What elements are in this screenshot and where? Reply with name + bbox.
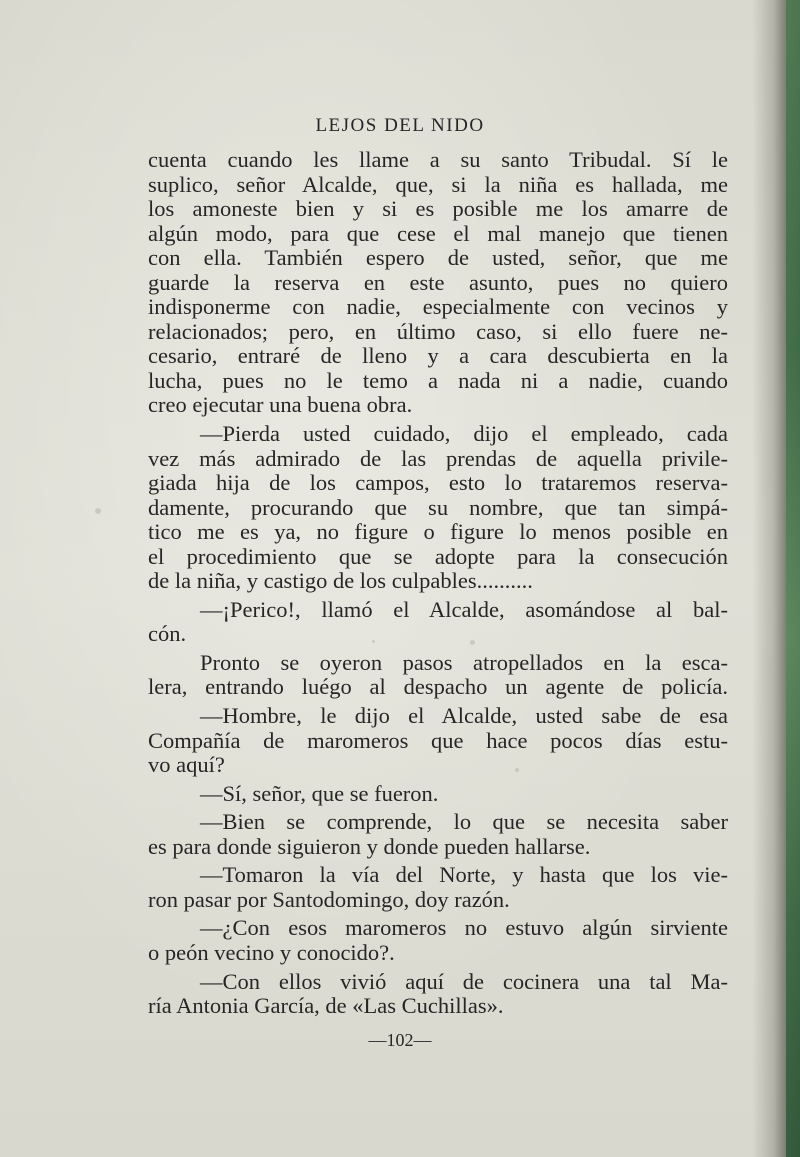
- text-line: guarde la reserva en este asunto, pues no quiero: [148, 269, 728, 295]
- text-line: tico me es ya, no figure o figure lo menos posible en: [148, 519, 728, 545]
- text-line: ría Antonia García, de «Las Cuchillas».: [148, 993, 504, 1019]
- text-line: —¿Con esos maromeros no estuvo algún sirviente: [200, 915, 728, 941]
- text-line: relacionados; pero, en último caso, si ello fuere ne-: [148, 318, 728, 344]
- text-line: —Hombre, le dijo el Alcalde, usted sabe de esa: [200, 703, 728, 729]
- text-line: creo ejecutar una buena obra.: [148, 392, 413, 418]
- body-text: [148, 148, 728, 1019]
- text-line: o peón vecino y conocido?.: [148, 939, 395, 965]
- text-line: lera, entrando luégo al despacho un agente de policía.: [148, 674, 728, 700]
- text-line: Pronto se oyeron pasos atropellados en la esca-: [200, 649, 728, 675]
- text-line: Compañía de maromeros que hace pocos días estu-: [148, 727, 728, 753]
- text-line: —Pierda usted cuidado, dijo el empleado, cada: [200, 421, 728, 447]
- text-line: cuenta cuando les llame a su santo Tribudal. Sí le: [148, 147, 728, 172]
- text-line: indisponerme con nadie, especialmente con vecinos y: [148, 294, 728, 320]
- text-line: con ella. También espero de usted, señor, que me: [148, 245, 728, 271]
- book-cover-edge: [786, 0, 800, 1157]
- text-line: ron pasar por Santodomingo, doy razón.: [148, 886, 510, 912]
- page-number: —102—: [368, 1030, 432, 1050]
- text-line: cón.: [148, 621, 187, 647]
- text-line: —Tomaron la vía del Norte, y hasta que los vie-: [200, 862, 728, 888]
- text-line: giada hija de los campos, esto lo trataremos reserva-: [148, 470, 728, 496]
- text-line: —Con ellos vivió aquí de cocinera una tal Ma-: [200, 968, 728, 994]
- text-line: —Bien se comprende, lo que se necesita saber: [200, 809, 728, 835]
- text-line: es para donde siguieron y donde pueden hallarse.: [148, 833, 591, 859]
- text-line: —¡Perico!, llamó el Alcalde, asomándose al bal-: [200, 596, 728, 622]
- text-line: —Sí, señor, que se fueron.: [200, 780, 439, 806]
- text-line: algún modo, para que cese el mal manejo que tienen: [148, 220, 728, 246]
- text-line: de la niña, y castigo de los culpables..........: [148, 568, 533, 594]
- text-line: cesario, entraré de lleno y a cara descubierta en la: [148, 343, 728, 369]
- text-line: damente, procurando que su nombre, que tan simpá-: [148, 494, 728, 520]
- running-title: LEJOS DEL NIDO: [315, 115, 485, 136]
- text-line: lucha, pues no le temo a nada ni a nadie, cuando: [148, 367, 728, 393]
- text-line: el procedimiento que se adopte para la consecución: [148, 543, 728, 569]
- text-line: los amoneste bien y si es posible me los amarre de: [148, 196, 728, 222]
- text-line: vez más admirado de las prendas de aquella privile-: [148, 445, 728, 471]
- text-line: suplico, señor Alcalde, que, si la niña es hallada, me: [148, 171, 728, 197]
- paper-speck: [95, 508, 101, 514]
- text-line: vo aquí?: [148, 752, 225, 778]
